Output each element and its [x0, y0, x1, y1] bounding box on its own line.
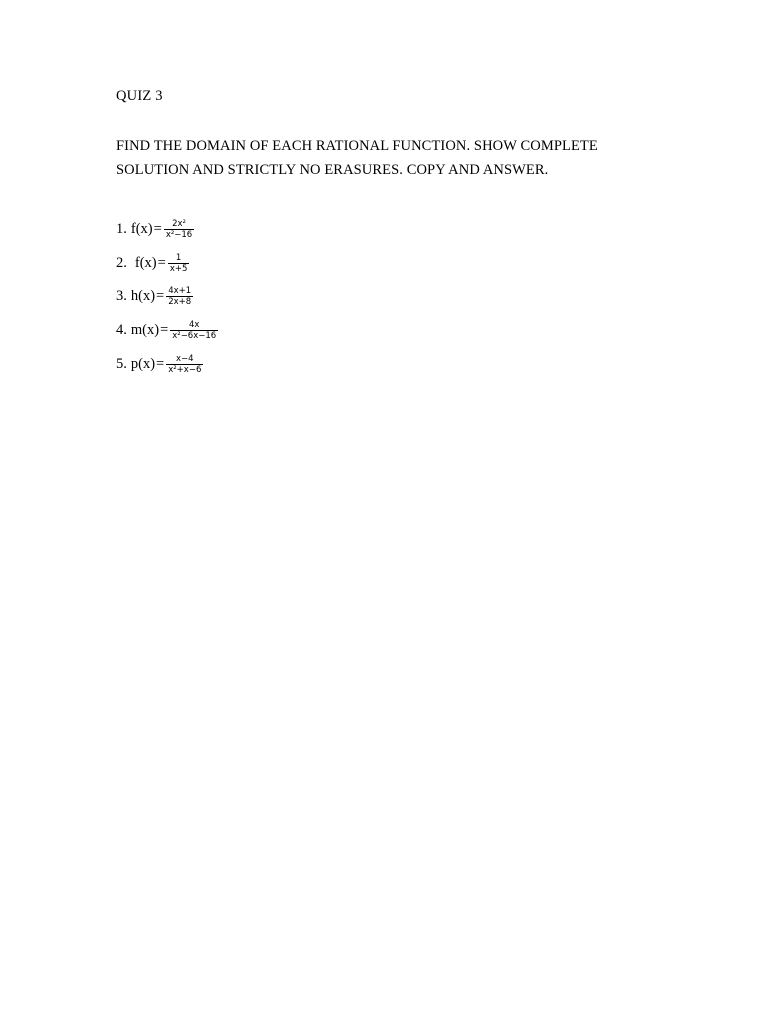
instructions-line-2: SOLUTION AND STRICTLY NO ERASURES. COPY AND ANSWER.: [116, 162, 549, 178]
equals-sign: =: [153, 220, 162, 237]
problem-number: 2.: [116, 254, 127, 271]
problem-number: 1.: [116, 220, 127, 237]
fraction-denominator: x²−16: [165, 229, 193, 240]
problem-number: 3.: [116, 287, 127, 304]
function-name: p(x): [130, 355, 156, 372]
rational-fraction: [166, 354, 203, 375]
fraction-numerator: 4x: [188, 319, 200, 330]
problem-1: [116, 214, 194, 244]
equals-sign: =: [156, 355, 165, 372]
problem-2: [116, 248, 189, 278]
rational-fraction: [168, 253, 190, 274]
quiz-title: QUIZ 3: [116, 88, 163, 104]
fraction-denominator: x+5: [169, 263, 188, 274]
problem-4: [116, 315, 218, 345]
fraction-denominator: 2x+8: [168, 296, 192, 307]
fraction-numerator: 1: [175, 252, 182, 263]
fraction-numerator: 4x+1: [168, 285, 192, 296]
fraction-denominator: x²−6x−16: [172, 330, 217, 341]
fraction-numerator: x−4: [176, 353, 194, 364]
equals-sign: =: [160, 321, 169, 338]
equals-sign: =: [156, 287, 165, 304]
problem-3: [116, 281, 193, 311]
equals-sign: =: [157, 254, 166, 271]
rational-fraction: [170, 320, 218, 341]
problem-number: 5.: [116, 355, 127, 372]
function-name: f(x): [134, 254, 157, 271]
rational-fraction: [166, 286, 193, 307]
problem-number: 4.: [116, 321, 127, 338]
rational-fraction: [164, 219, 194, 240]
fraction-numerator: 2x²: [172, 218, 186, 229]
fraction-denominator: x²+x−6: [168, 364, 202, 375]
function-name: m(x): [130, 321, 160, 338]
problem-5: [116, 349, 203, 379]
function-name: f(x): [130, 220, 153, 237]
function-name: h(x): [130, 287, 156, 304]
instructions-line-1: FIND THE DOMAIN OF EACH RATIONAL FUNCTION. SHOW COMPLETE: [116, 138, 598, 154]
